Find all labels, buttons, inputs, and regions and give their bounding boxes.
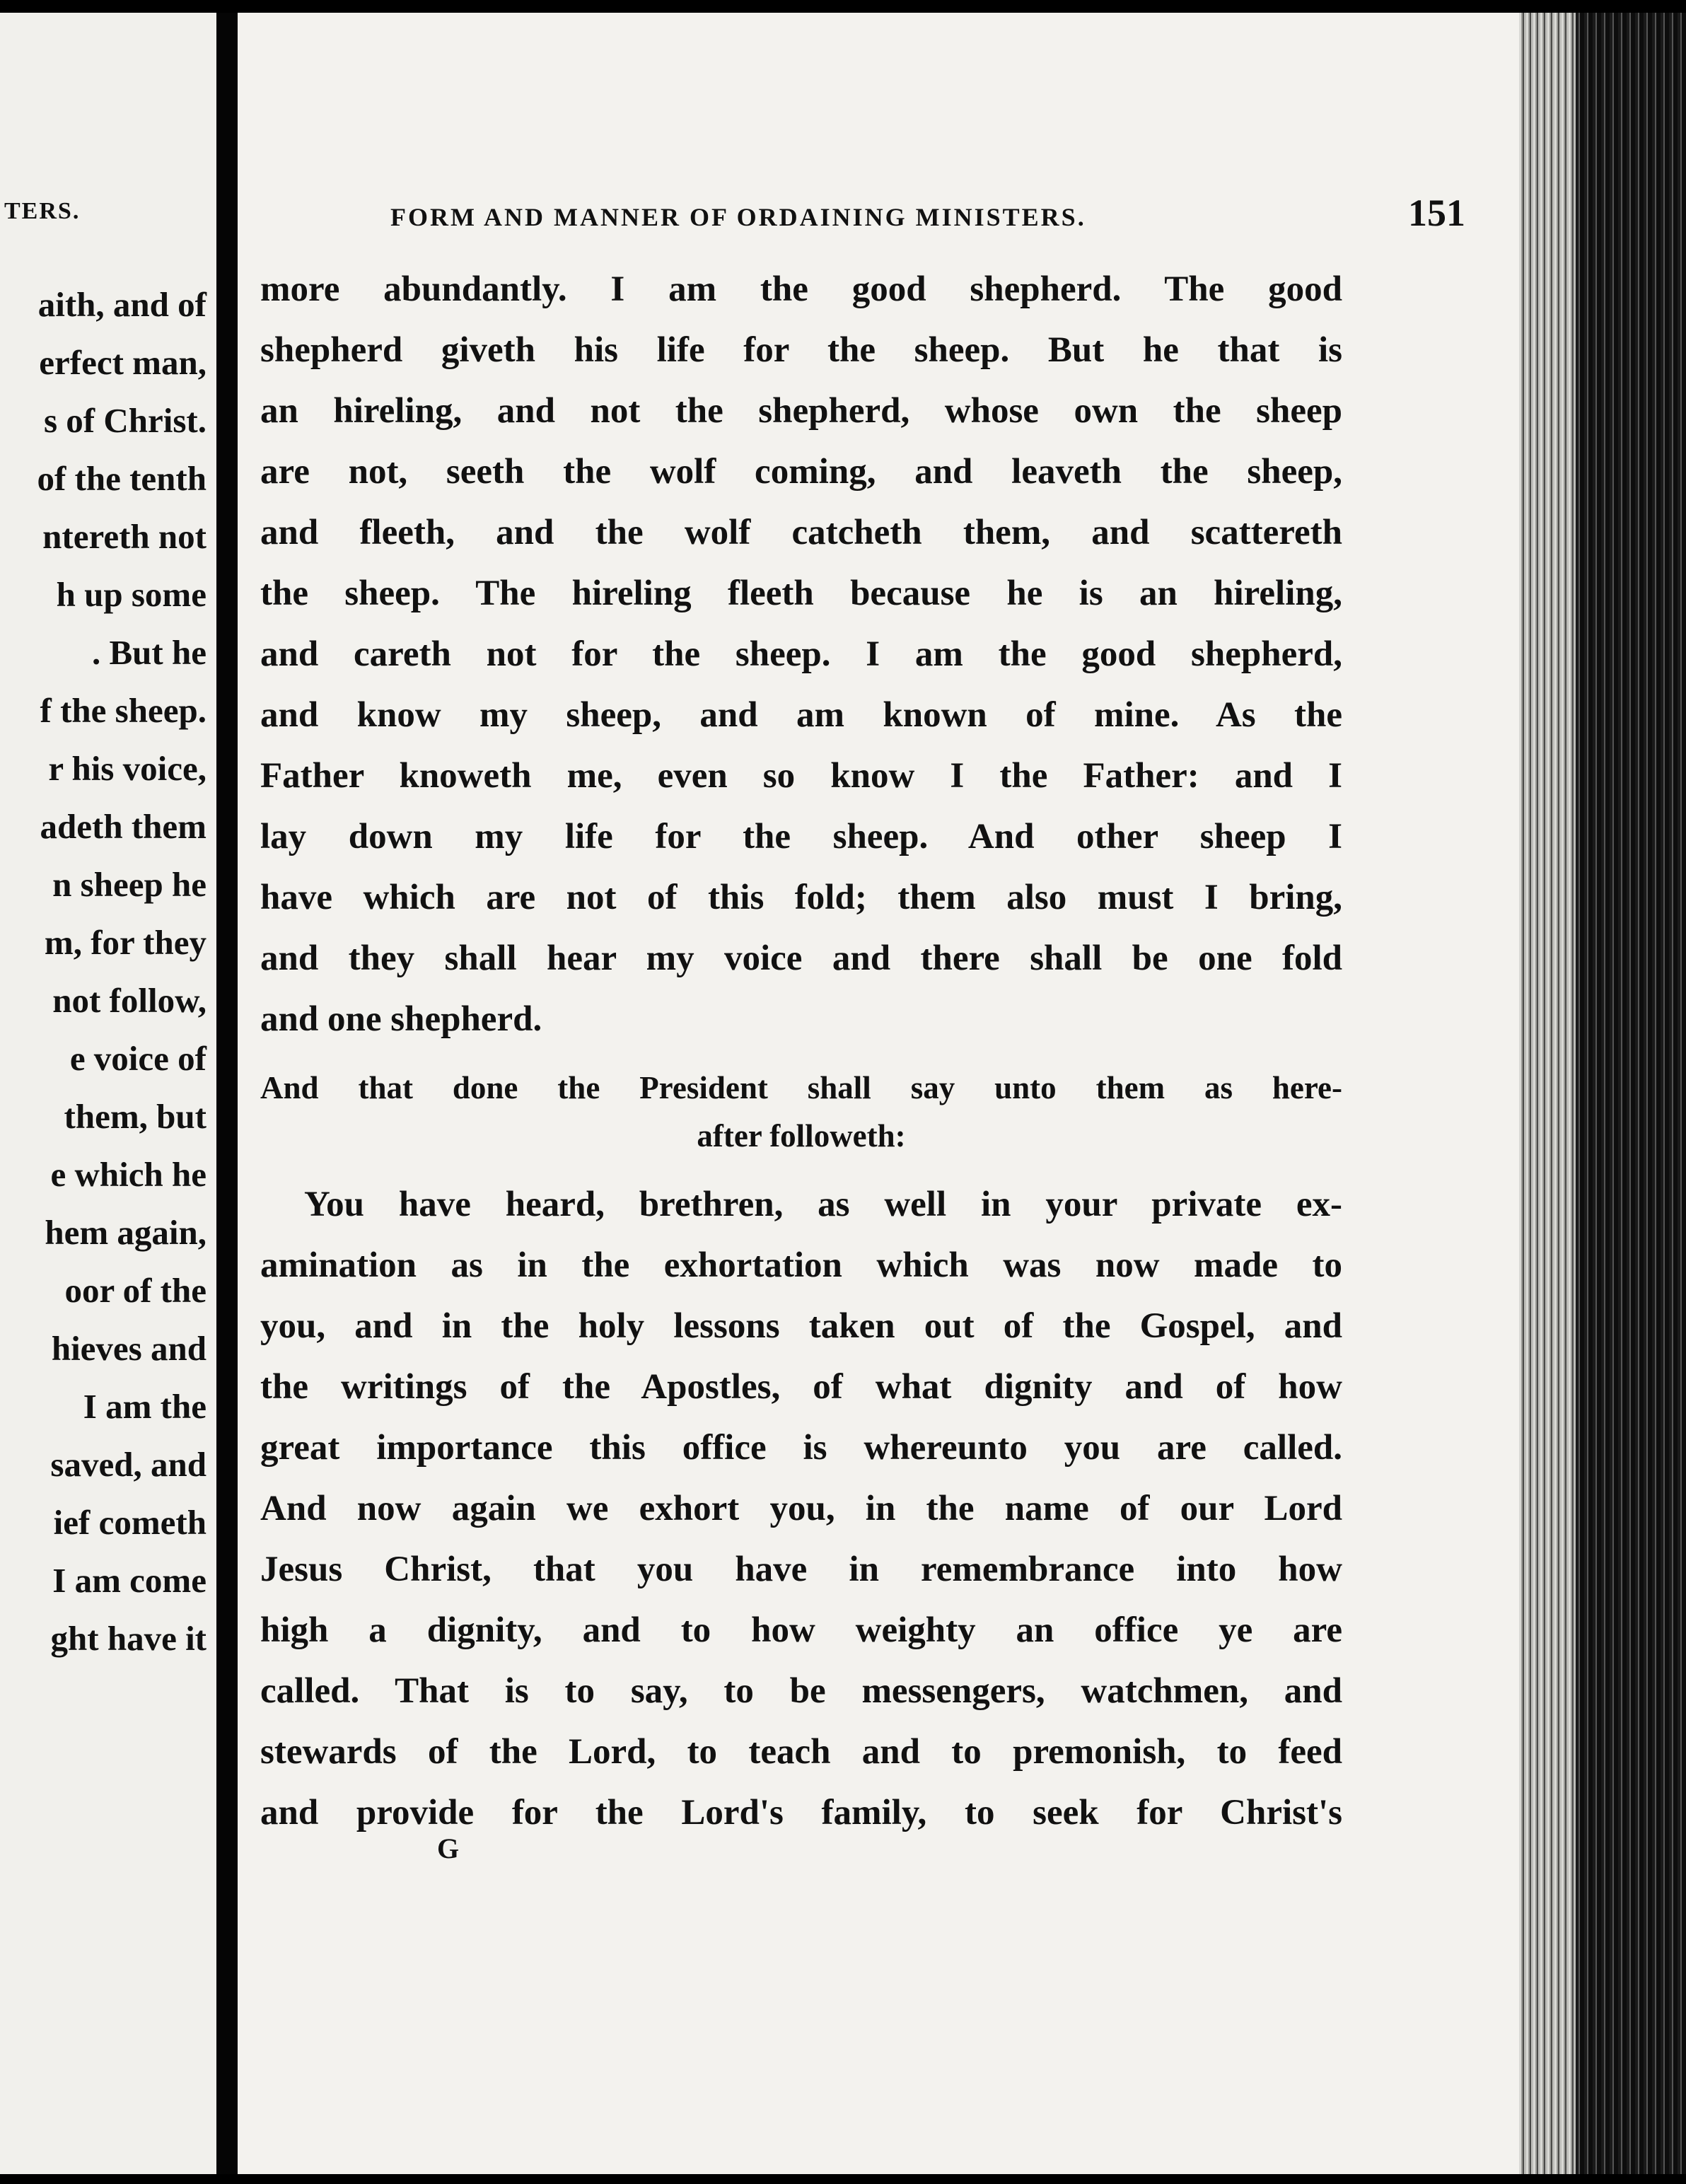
left-text-line: hem again, (45, 1213, 207, 1252)
left-text-line: ntereth not (42, 517, 207, 556)
text-line: and provide for the Lord's family, to seek for Christ's (260, 1793, 1342, 1832)
text-line: an hireling, and not the shepherd, whose own the sheep (260, 391, 1342, 431)
left-text-line: f the sheep. (40, 691, 207, 730)
running-title: FORM AND MANNER OF ORDAINING MINISTERS. (390, 203, 1086, 231)
left-text-line: h up some (56, 575, 207, 614)
text-line: You have heard, brethren, as well in your private ex- (304, 1185, 1342, 1224)
text-line: amination as in the exhortation which was now made to (260, 1245, 1342, 1285)
left-text-line: ght have it (50, 1619, 207, 1658)
paragraph-2 (260, 1174, 1342, 1843)
book-gutter (216, 13, 238, 2174)
text-line: Jesus Christ, that you have in remembrance into how (260, 1550, 1342, 1589)
text-line: great importance this office is whereunto you are called. (260, 1428, 1342, 1468)
left-text-line: oor of the (64, 1271, 207, 1310)
left-text-line: n sheep he (52, 865, 207, 904)
text-line: and fleeth, and the wolf catcheth them, and scattereth (260, 513, 1342, 552)
text-line: have which are not of this fold; them also must I bring, (260, 878, 1342, 917)
text-line: high a dignity, and to how weighty an office ye are (260, 1610, 1342, 1650)
left-text-line: saved, and (50, 1445, 207, 1484)
rubric (260, 1064, 1342, 1160)
rubric-line: after followeth: (697, 1118, 906, 1154)
text-line: are not, seeth the wolf coming, and leaveth the sheep, (260, 452, 1342, 492)
left-running-head: TERS. (4, 198, 81, 224)
text-line: and know my sheep, and am known of mine. As the (260, 695, 1342, 735)
left-text-line: r his voice, (48, 749, 207, 788)
book-edge-dark (1576, 13, 1686, 2174)
left-text-line: m, for they (44, 923, 207, 962)
left-text-line: erfect man, (39, 343, 207, 382)
page-number: 151 (1408, 192, 1465, 234)
left-text-line: . But he (91, 633, 207, 672)
text-line: stewards of the Lord, to teach and to premonish, to feed (260, 1732, 1342, 1772)
text-line: you, and in the holy lessons taken out of the Gospel, and (260, 1306, 1342, 1346)
left-text-line: I am the (83, 1387, 207, 1426)
scan-border-bottom (0, 2174, 1686, 2184)
book-page (238, 13, 1519, 2174)
left-text-line: them, but (64, 1097, 207, 1136)
left-facing-page (0, 13, 216, 2174)
text-line: and careth not for the sheep. I am the good shepherd, (260, 634, 1342, 674)
text-line: the sheep. The hireling fleeth because he is an hireling, (260, 574, 1342, 613)
left-text-line: of the tenth (37, 459, 207, 498)
rubric-line: And that done the President shall say unto them as here- (260, 1070, 1342, 1105)
left-text-line: ief cometh (53, 1503, 207, 1542)
text-line: more abundantly. I am the good shepherd. The good (260, 269, 1342, 309)
text-line: lay down my life for the sheep. And other sheep I (260, 817, 1342, 856)
body-text (260, 259, 1342, 1843)
scan-border-top (0, 0, 1686, 13)
text-line: the writings of the Apostles, of what dignity and of how (260, 1367, 1342, 1407)
left-page-text (37, 276, 207, 1668)
text-line: Father knoweth me, even so know I the Father: and I (260, 756, 1342, 796)
left-text-line: I am come (52, 1561, 207, 1600)
text-line: shepherd giveth his life for the sheep. But he that is (260, 330, 1342, 370)
signature-mark: G (437, 1832, 460, 1864)
left-text-line: e which he (50, 1155, 207, 1194)
text-line: And now again we exhort you, in the name of our Lord (260, 1489, 1342, 1528)
left-text-line: hieves and (51, 1329, 207, 1368)
running-head (238, 191, 1465, 235)
paragraph-1 (260, 259, 1342, 1050)
left-text-line: not follow, (52, 981, 207, 1020)
text-line: called. That is to say, to be messengers, watchmen, and (260, 1671, 1342, 1711)
text-line: and they shall hear my voice and there shall be one fold (260, 939, 1342, 978)
left-text-line: aith, and of (37, 285, 207, 324)
left-text-line: e voice of (69, 1039, 207, 1078)
left-text-line: s of Christ. (43, 401, 207, 440)
text-line: and one shepherd. (260, 999, 542, 1039)
left-text-line: adeth them (40, 807, 207, 846)
